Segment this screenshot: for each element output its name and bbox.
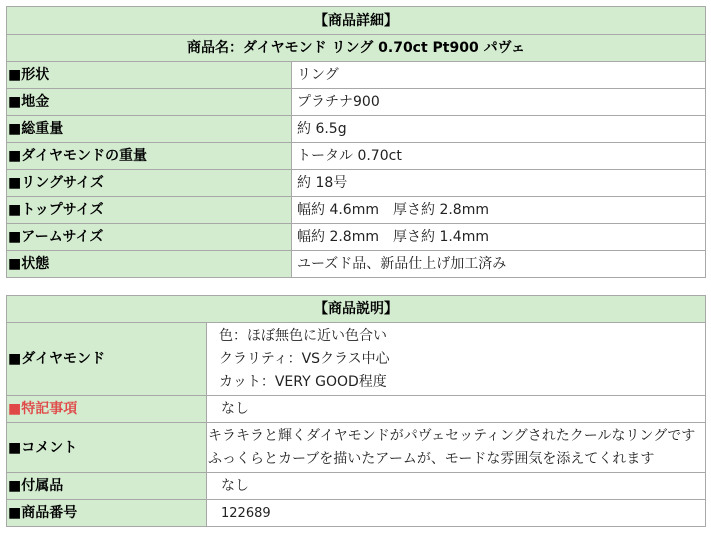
accessories-label: ■付属品 [7,473,207,500]
diamond-color: 色：ほぼ無色に近い色合い [219,327,387,344]
table-row [7,170,706,197]
diamond-cut: カット：VERY GOOD程度 [219,373,387,390]
product-number-value: 122689 [207,500,706,527]
description-table [6,295,706,527]
diamond-clarity: クラリティ：VSクラス中心 [219,350,390,367]
table-row [7,323,706,396]
special-notes-label: ■特記事項 [7,396,207,423]
row-label: ■地金 [7,89,292,116]
row-label: ■総重量 [7,116,292,143]
row-value: 幅約 4.6mm 厚さ約 2.8mm [292,197,706,224]
row-value: ユーズド品、新品仕上げ加工済み [292,251,706,278]
details-header: 【商品詳細】 [7,7,706,35]
table-row [7,143,706,170]
comment-line: ふっくらとカーブを描いたアームが、モードな雰囲気を添えてくれます [208,450,655,467]
row-value: 約 6.5g [292,116,706,143]
table-row [7,500,706,527]
accessories-value: なし [207,473,706,500]
table-row [7,62,706,89]
row-value: リング [292,62,706,89]
row-label: ■状態 [7,251,292,278]
row-label: ■ダイヤモンドの重量 [7,143,292,170]
row-value: 約 18号 [292,170,706,197]
row-value: プラチナ900 [292,89,706,116]
row-value: 幅約 2.8mm 厚さ約 1.4mm [292,224,706,251]
row-label: ■形状 [7,62,292,89]
product-name: 商品名：ダイヤモンド リング 0.70ct Pt900 パヴェ [7,35,706,62]
table-row [7,197,706,224]
table-row [7,251,706,278]
row-label: ■リングサイズ [7,170,292,197]
description-header: 【商品説明】 [7,296,706,323]
product-number-label: ■商品番号 [7,500,207,527]
special-notes-value: なし [207,396,706,423]
comment-text [207,423,706,473]
details-table [6,6,706,278]
diamond-label: ■ダイヤモンド [7,323,207,396]
row-label: ■トップサイズ [7,197,292,224]
diamond-specs [207,323,706,396]
comment-label: ■コメント [7,423,207,473]
table-row [7,224,706,251]
row-label: ■アームサイズ [7,224,292,251]
table-row [7,116,706,143]
comment-line: キラキラと輝くダイヤモンドがパヴェセッティングされたクールなリングです [208,427,696,444]
table-row [7,396,706,423]
table-row [7,423,706,473]
table-row [7,473,706,500]
table-row [7,89,706,116]
row-value: トータル 0.70ct [292,143,706,170]
